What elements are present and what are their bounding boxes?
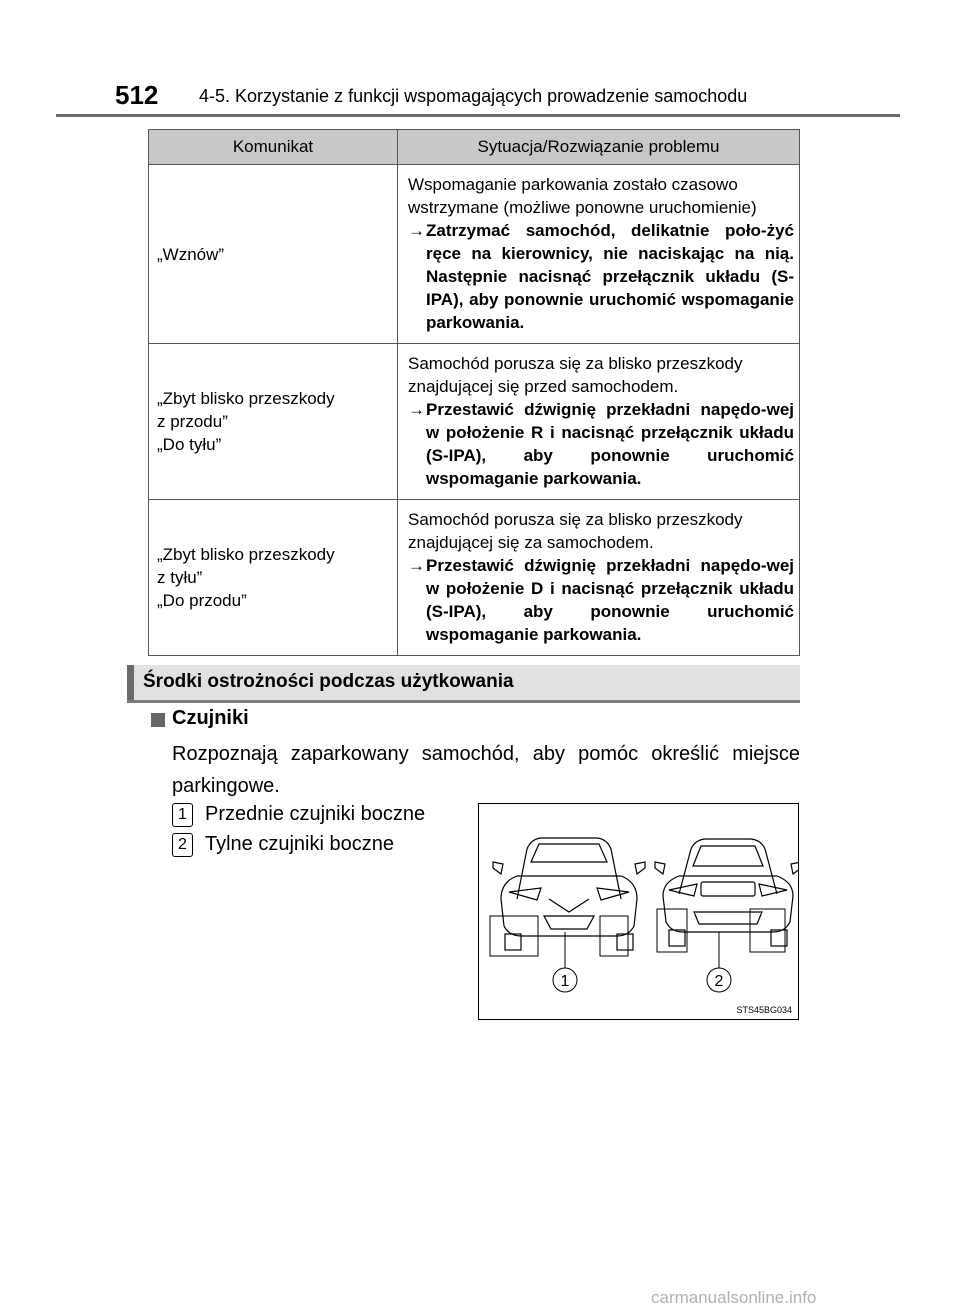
table-row bbox=[149, 500, 800, 656]
message-text: „Wznów” bbox=[157, 244, 225, 264]
message-cell bbox=[149, 500, 398, 656]
watermark: carmanualsonline.info bbox=[651, 1288, 817, 1307]
solution-text bbox=[408, 554, 794, 646]
message-text: „Do przodu” bbox=[157, 591, 247, 610]
column-header-message: Komunikat bbox=[149, 130, 398, 165]
solution-action: Przestawić dźwignię przekładni napędo-wej w położenie R i nacisnąć przełącznik układu (S-IPA), aby ponownie uruchomić wspomaganie parkowania. bbox=[426, 400, 794, 488]
situation-text: wstrzymane (możliwe ponowne uruchomienie) bbox=[408, 198, 757, 217]
message-text: „Zbyt blisko przeszkody bbox=[157, 545, 335, 564]
arrow-icon: → bbox=[408, 556, 425, 575]
sensor-figure bbox=[478, 803, 799, 1020]
column-header-situation: Sytuacja/Rozwiązanie problemu bbox=[398, 130, 800, 165]
header-rule bbox=[56, 114, 900, 117]
situation-text: Samochód porusza się za blisko przeszkody bbox=[408, 510, 743, 529]
situation-text: Samochód porusza się za blisko przeszkody bbox=[408, 354, 743, 373]
callout-2-label: 2 bbox=[714, 973, 724, 990]
message-text: „Do tyłu” bbox=[157, 435, 222, 454]
callout-1-label: 1 bbox=[560, 973, 570, 990]
message-cell bbox=[149, 344, 398, 500]
rear-car-icon bbox=[655, 839, 798, 946]
situation-text: znajdującej się za samochodem. bbox=[408, 533, 654, 552]
front-car-icon bbox=[493, 838, 645, 950]
message-text: z tyłu” bbox=[157, 568, 203, 587]
table-row bbox=[149, 344, 800, 500]
section-heading bbox=[127, 665, 800, 703]
arrow-icon: → bbox=[408, 221, 425, 240]
situation-cell bbox=[398, 165, 800, 344]
sensors-description: Rozpoznają zaparkowany samochód, aby pomóc określić miejsce parkingowe. bbox=[172, 743, 800, 797]
situation-cell bbox=[398, 500, 800, 656]
situation-text: Wspomaganie parkowania zostało czasowo bbox=[408, 175, 738, 194]
car-illustration bbox=[479, 804, 798, 1019]
table-row bbox=[149, 165, 800, 344]
arrow-icon: → bbox=[408, 400, 425, 419]
number-badge: 2 bbox=[172, 833, 193, 857]
message-table bbox=[148, 129, 800, 656]
page-number: 512 bbox=[115, 80, 159, 110]
figure-code: STS45BG034 bbox=[736, 1005, 792, 1015]
section-bar bbox=[127, 665, 134, 700]
legend-label: Przednie czujniki boczne bbox=[205, 803, 426, 825]
table-header-row bbox=[149, 130, 800, 165]
legend-label: Tylne czujniki boczne bbox=[205, 833, 394, 855]
situation-text: znajdującej się przed samochodem. bbox=[408, 377, 679, 396]
solution-text bbox=[408, 219, 794, 334]
message-cell bbox=[149, 165, 398, 344]
number-badge: 1 bbox=[172, 803, 193, 827]
solution-action: Przestawić dźwignię przekładni napędo-wej w położenie D i nacisnąć przełącznik układu (S-IPA), aby ponownie uruchomić wspomaganie parkowania. bbox=[426, 556, 794, 644]
solution-action: Zatrzymać samochód, delikatnie poło-żyć ręce na kierownicy, nie naciskając na nią. Następnie nacisnąć przełącznik układu (S-IPA), aby ponownie uruchomić wspomaganie parkowania. bbox=[426, 221, 794, 332]
solution-text bbox=[408, 398, 794, 490]
situation-cell bbox=[398, 344, 800, 500]
message-text: „Zbyt blisko przeszkody bbox=[157, 389, 335, 408]
subsection-title: Czujniki bbox=[172, 707, 249, 729]
message-text: z przodu” bbox=[157, 412, 228, 431]
section-title: Środki ostrożności podczas użytkowania bbox=[143, 671, 514, 692]
header-title: 4-5. Korzystanie z funkcji wspomagających prowadzenie samochodu bbox=[199, 86, 748, 106]
square-bullet-icon bbox=[151, 713, 165, 727]
